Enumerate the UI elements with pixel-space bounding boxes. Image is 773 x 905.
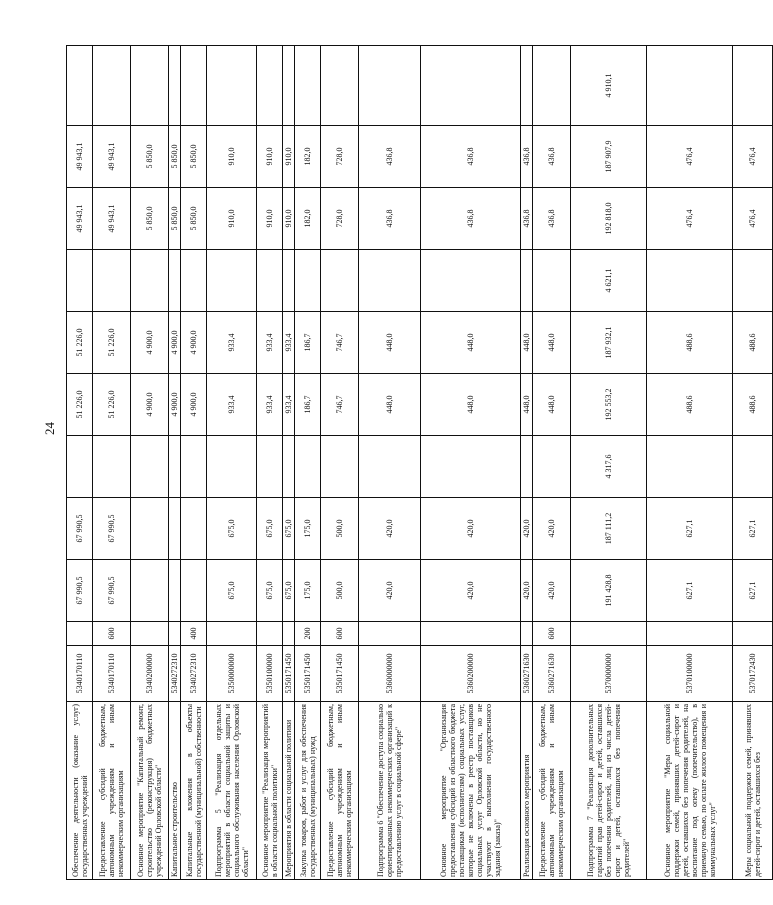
- value-cell: [359, 436, 421, 498]
- value-cell: 488,6: [733, 312, 773, 374]
- table-row: [181, 46, 207, 880]
- value-cell: 933,4: [207, 312, 257, 374]
- value-cell: [181, 436, 207, 498]
- value-cell: 420,0: [533, 560, 571, 622]
- row-type-cell: [571, 622, 647, 646]
- value-cell: 67 990,5: [67, 560, 93, 622]
- value-cell: 420,0: [533, 498, 571, 560]
- value-cell: 49 943,1: [67, 126, 93, 188]
- value-cell: 746,7: [321, 312, 359, 374]
- row-type-cell: 600: [321, 622, 359, 646]
- value-cell: [421, 250, 521, 312]
- value-cell: [67, 436, 93, 498]
- row-type-cell: 600: [533, 622, 571, 646]
- value-cell: [533, 250, 571, 312]
- value-cell: [207, 436, 257, 498]
- table-row: [647, 46, 733, 880]
- row-name-cell: Основное мероприятие "Реализация мероприятий в области социальной политики": [257, 702, 283, 880]
- value-cell: 67 990,5: [93, 560, 131, 622]
- value-cell: 675,0: [207, 498, 257, 560]
- table-row: [421, 46, 521, 880]
- value-cell: 675,0: [257, 560, 283, 622]
- value-cell: [647, 250, 733, 312]
- value-cell: 4 317,6: [571, 436, 647, 498]
- value-cell: 4 900,0: [169, 374, 181, 436]
- value-cell: [257, 46, 283, 126]
- value-cell: 67 990,5: [93, 498, 131, 560]
- value-cell: 49 943,1: [93, 188, 131, 250]
- row-name-cell: Закупка товаров, работ и услуг для обеспечения государственных (муниципальных) нужд: [295, 702, 321, 880]
- row-type-cell: [647, 622, 733, 646]
- row-code-cell: 5350100000: [257, 646, 283, 702]
- value-cell: 4 621,1: [571, 250, 647, 312]
- row-code-cell: 5360271630: [533, 646, 571, 702]
- row-name-cell: Подпрограмма 7 "Реализация дополнительных гарантий прав детей-сирот и детей, оставшихся без попечения родителей, лиц из числа детей-сирот и детей, оставшихся без попечения родителей": [571, 702, 647, 880]
- value-cell: [295, 250, 321, 312]
- value-cell: 420,0: [421, 560, 521, 622]
- value-cell: 5 850,0: [181, 188, 207, 250]
- value-cell: [321, 46, 359, 126]
- value-cell: 51 226,0: [67, 374, 93, 436]
- value-cell: [93, 250, 131, 312]
- value-cell: 436,8: [533, 126, 571, 188]
- value-cell: 448,0: [533, 374, 571, 436]
- row-name-cell: Реализация основного мероприятия: [521, 702, 533, 880]
- table-row: [283, 46, 295, 880]
- value-cell: 728,0: [321, 188, 359, 250]
- value-cell: [647, 436, 733, 498]
- value-cell: [359, 46, 421, 126]
- value-cell: 187 111,2: [571, 498, 647, 560]
- row-type-cell: [521, 622, 533, 646]
- value-cell: 182,0: [295, 188, 321, 250]
- value-cell: [207, 250, 257, 312]
- value-cell: 933,4: [283, 312, 295, 374]
- value-cell: [169, 436, 181, 498]
- value-cell: 187 932,1: [571, 312, 647, 374]
- row-code-cell: 5360271630: [521, 646, 533, 702]
- row-code-cell: 5350171450: [295, 646, 321, 702]
- row-type-cell: [421, 622, 521, 646]
- row-code-cell: 5340170110: [93, 646, 131, 702]
- value-cell: 182,0: [295, 126, 321, 188]
- row-name-cell: Предоставление субсидий бюджетным, автономным учреждениям и иным некоммерческим организациям: [533, 702, 571, 880]
- value-cell: 675,0: [257, 498, 283, 560]
- value-cell: 675,0: [207, 560, 257, 622]
- row-code-cell: 5350000000: [207, 646, 257, 702]
- value-cell: [283, 46, 295, 126]
- row-code-cell: 5350171450: [283, 646, 295, 702]
- row-name-cell: Капитальные вложения в объекты государственной (муниципальной) собственности: [181, 702, 207, 880]
- value-cell: [321, 250, 359, 312]
- row-code-cell: 5360000000: [359, 646, 421, 702]
- row-type-cell: [733, 622, 773, 646]
- value-cell: 933,4: [207, 374, 257, 436]
- value-cell: 5 850,0: [181, 126, 207, 188]
- value-cell: 910,0: [207, 188, 257, 250]
- table-row: [131, 46, 169, 880]
- value-cell: [295, 46, 321, 126]
- value-cell: 448,0: [421, 312, 521, 374]
- value-cell: 187 907,9: [571, 126, 647, 188]
- value-cell: 476,4: [647, 126, 733, 188]
- table-row: [207, 46, 257, 880]
- row-type-cell: [131, 622, 169, 646]
- value-cell: 4 900,0: [131, 312, 169, 374]
- value-cell: 627,1: [733, 560, 773, 622]
- row-name-cell: Подпрограмма 6 "Обеспечение доступа социально ориентированных некоммерческих организаций к предоставлению услуг в социальной сфере": [359, 702, 421, 880]
- value-cell: [131, 46, 169, 126]
- table-row: [733, 46, 773, 880]
- value-cell: 420,0: [359, 498, 421, 560]
- row-code-cell: 5340272310: [181, 646, 207, 702]
- value-cell: 910,0: [283, 188, 295, 250]
- row-name-cell: Основное мероприятие "Меры социальной поддержки семей, принявших детей-сирот и детей, оставшихся без попечения родителей, на воспитание под опеку (попечительство), в приемную семью, по оплате жилого помещения и коммунальных услуг": [647, 702, 733, 880]
- row-type-cell: 200: [295, 622, 321, 646]
- value-cell: [733, 250, 773, 312]
- row-code-cell: 5340170110: [67, 646, 93, 702]
- value-cell: [359, 250, 421, 312]
- value-cell: [533, 436, 571, 498]
- value-cell: [521, 46, 533, 126]
- value-cell: 627,1: [647, 560, 733, 622]
- value-cell: 5 850,0: [131, 188, 169, 250]
- row-code-cell: 5340272310: [169, 646, 181, 702]
- row-name-cell: Основное мероприятие "Организация предоставления субсидий из областного бюджета поставщикам (исполнителям) социальных услуг, которые не включены в реестр поставщиков социальных услуг Орловской области, но не участвуют в выполнении государственного задания (заказа)": [421, 702, 521, 880]
- table-row: [321, 46, 359, 880]
- table-row: [169, 46, 181, 880]
- value-cell: [181, 560, 207, 622]
- value-cell: 675,0: [283, 560, 295, 622]
- value-cell: [421, 46, 521, 126]
- value-cell: [207, 46, 257, 126]
- value-cell: [131, 560, 169, 622]
- value-cell: 186,7: [295, 312, 321, 374]
- value-cell: [67, 46, 93, 126]
- value-cell: 192 553,2: [571, 374, 647, 436]
- value-cell: [647, 46, 733, 126]
- row-name-cell: Обеспечение деятельности (оказание услуг) государственных учреждений: [67, 702, 93, 880]
- value-cell: 627,1: [647, 498, 733, 560]
- value-cell: 175,0: [295, 560, 321, 622]
- row-name-cell: Капитальное строительство: [169, 702, 181, 880]
- value-cell: 5 850,0: [131, 126, 169, 188]
- value-cell: [131, 250, 169, 312]
- value-cell: 436,8: [521, 126, 533, 188]
- value-cell: [181, 46, 207, 126]
- value-cell: [733, 46, 773, 126]
- value-cell: 675,0: [283, 498, 295, 560]
- value-cell: [421, 436, 521, 498]
- row-code-cell: 5370000000: [571, 646, 647, 702]
- value-cell: 436,8: [521, 188, 533, 250]
- value-cell: 4 900,0: [181, 374, 207, 436]
- value-cell: 488,6: [647, 374, 733, 436]
- value-cell: [257, 436, 283, 498]
- value-cell: 192 818,0: [571, 188, 647, 250]
- row-type-cell: [257, 622, 283, 646]
- value-cell: 500,0: [321, 560, 359, 622]
- value-cell: [295, 436, 321, 498]
- row-type-cell: [67, 622, 93, 646]
- value-cell: 933,4: [257, 312, 283, 374]
- value-cell: 746,7: [321, 374, 359, 436]
- row-name-cell: Предоставление субсидий бюджетным, автономным учреждениям и иным некоммерческим организациям: [321, 702, 359, 880]
- value-cell: 420,0: [521, 560, 533, 622]
- value-cell: 448,0: [521, 312, 533, 374]
- value-cell: [131, 498, 169, 560]
- value-cell: [67, 250, 93, 312]
- value-cell: 420,0: [521, 498, 533, 560]
- value-cell: 49 943,1: [67, 188, 93, 250]
- row-type-cell: [207, 622, 257, 646]
- budget-table-sheet: [66, 46, 762, 880]
- value-cell: 910,0: [283, 126, 295, 188]
- row-name-cell: Меры социальной поддержки семей, принявших детей-сирот и детей, оставшихся без: [733, 702, 773, 880]
- value-cell: 420,0: [359, 560, 421, 622]
- value-cell: [321, 436, 359, 498]
- value-cell: 420,0: [421, 498, 521, 560]
- value-cell: 728,0: [321, 126, 359, 188]
- value-cell: 910,0: [257, 126, 283, 188]
- value-cell: 186,7: [295, 374, 321, 436]
- table-row: [359, 46, 421, 880]
- value-cell: 910,0: [257, 188, 283, 250]
- row-type-cell: 400: [181, 622, 207, 646]
- value-cell: 4 900,0: [169, 312, 181, 374]
- row-code-cell: 5370100000: [647, 646, 733, 702]
- value-cell: 4 910,1: [571, 46, 647, 126]
- row-name-cell: Подпрограмма 5 "Реализация отдельных мероприятий в области социальной защиты и социального обслуживания населения Орловской области": [207, 702, 257, 880]
- row-type-cell: [359, 622, 421, 646]
- value-cell: [169, 46, 181, 126]
- value-cell: 4 900,0: [181, 312, 207, 374]
- row-code-cell: 5360200000: [421, 646, 521, 702]
- value-cell: 51 226,0: [93, 312, 131, 374]
- value-cell: [169, 560, 181, 622]
- value-cell: 448,0: [359, 312, 421, 374]
- value-cell: [93, 436, 131, 498]
- value-cell: [733, 436, 773, 498]
- value-cell: [169, 250, 181, 312]
- table-row: [67, 46, 93, 880]
- value-cell: 448,0: [533, 312, 571, 374]
- value-cell: [131, 436, 169, 498]
- table-row: [521, 46, 533, 880]
- value-cell: 448,0: [521, 374, 533, 436]
- value-cell: [521, 436, 533, 498]
- value-cell: [169, 498, 181, 560]
- value-cell: 436,8: [359, 126, 421, 188]
- value-cell: 488,6: [647, 312, 733, 374]
- row-code-cell: 5350171450: [321, 646, 359, 702]
- value-cell: 4 900,0: [131, 374, 169, 436]
- row-code-cell: 5340200000: [131, 646, 169, 702]
- page-number: 24: [42, 422, 57, 435]
- value-cell: [181, 250, 207, 312]
- value-cell: [257, 250, 283, 312]
- row-type-cell: [169, 622, 181, 646]
- value-cell: 51 226,0: [67, 312, 93, 374]
- row-name-cell: Мероприятия в области социальной политики: [283, 702, 295, 880]
- value-cell: 476,4: [647, 188, 733, 250]
- value-cell: 175,0: [295, 498, 321, 560]
- table-row: [295, 46, 321, 880]
- value-cell: [93, 46, 131, 126]
- value-cell: [533, 46, 571, 126]
- table-row: [257, 46, 283, 880]
- value-cell: 627,1: [733, 498, 773, 560]
- row-name-cell: Предоставление субсидий бюджетным, автономным учреждениям и иным некоммерческим организациям: [93, 702, 131, 880]
- value-cell: 488,6: [733, 374, 773, 436]
- value-cell: [521, 250, 533, 312]
- table-row: [533, 46, 571, 880]
- value-cell: 436,8: [421, 188, 521, 250]
- value-cell: 51 226,0: [93, 374, 131, 436]
- budget-table: [66, 45, 773, 880]
- value-cell: 191 428,8: [571, 560, 647, 622]
- value-cell: 476,4: [733, 188, 773, 250]
- value-cell: 5 850,0: [169, 188, 181, 250]
- table-body: [67, 46, 773, 880]
- value-cell: 5 850,0: [169, 126, 181, 188]
- value-cell: 910,0: [207, 126, 257, 188]
- value-cell: 436,8: [359, 188, 421, 250]
- value-cell: [181, 498, 207, 560]
- row-name-cell: Основное мероприятие "Капитальный ремонт, строительство (реконструкция) бюджетных учреждений Орловской области": [131, 702, 169, 880]
- value-cell: 933,4: [257, 374, 283, 436]
- table-row: [93, 46, 131, 880]
- value-cell: 67 990,5: [67, 498, 93, 560]
- value-cell: 933,4: [283, 374, 295, 436]
- value-cell: 448,0: [421, 374, 521, 436]
- value-cell: [283, 436, 295, 498]
- value-cell: 436,8: [533, 188, 571, 250]
- value-cell: [283, 250, 295, 312]
- value-cell: 500,0: [321, 498, 359, 560]
- table-row: [571, 46, 647, 880]
- value-cell: 436,8: [421, 126, 521, 188]
- value-cell: 448,0: [359, 374, 421, 436]
- value-cell: 49 943,1: [93, 126, 131, 188]
- value-cell: 476,4: [733, 126, 773, 188]
- row-type-cell: [283, 622, 295, 646]
- row-type-cell: 600: [93, 622, 131, 646]
- row-code-cell: 5370172430: [733, 646, 773, 702]
